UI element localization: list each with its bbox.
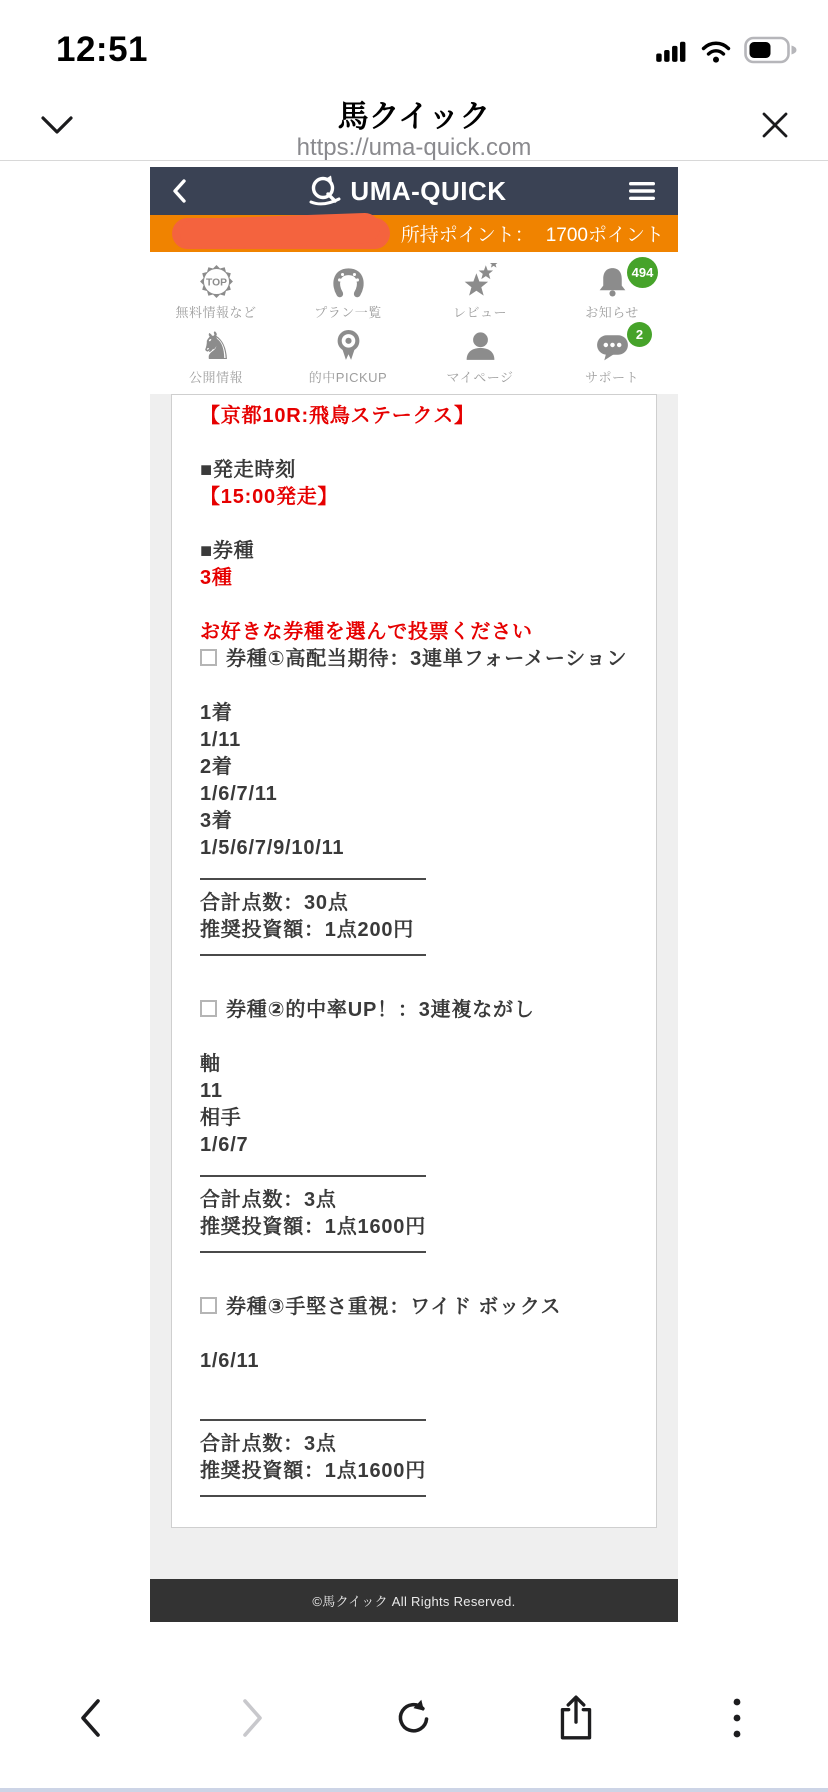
- clock-time: 12:51: [56, 30, 149, 69]
- close-icon[interactable]: [760, 110, 790, 140]
- race-info-card: [171, 394, 657, 1528]
- ticket1-line: 1/5/6/7/9/10/11: [200, 837, 345, 859]
- ticket1-checkbox[interactable]: [200, 649, 217, 666]
- status-indicators: [654, 36, 800, 64]
- site-footer: [150, 1579, 678, 1622]
- copyright-text: ©馬クイック All Rights Reserved.: [312, 1594, 516, 1609]
- nav-item-support[interactable]: [546, 327, 678, 386]
- choose-prompt: お好きな券種を選んで投票ください: [200, 621, 533, 643]
- share-icon[interactable]: [546, 1692, 606, 1744]
- ticket2-line: 11: [200, 1080, 223, 1102]
- ticket3-invest: 推奨投資額：1点1600円: [200, 1460, 427, 1482]
- cellular-signal-icon: [654, 37, 688, 63]
- ticket1-title: 券種①高配当期待：3連単フォーメーション: [226, 648, 628, 670]
- back-button[interactable]: [61, 1692, 121, 1744]
- nav-item-pickup[interactable]: [282, 327, 414, 386]
- divider: [200, 1175, 426, 1177]
- ticket1-line: 1/6/7/11: [200, 783, 278, 805]
- webview: [0, 161, 828, 1648]
- hamburger-menu-icon[interactable]: [628, 181, 656, 201]
- chat-icon: [594, 327, 631, 365]
- start-time-value: 【15:00発走】: [200, 486, 339, 508]
- race-title: 【京都10R:飛鳥ステークス】: [200, 405, 475, 427]
- nav-label: 公開情報: [188, 370, 243, 385]
- ticket-title-row: [200, 1294, 628, 1321]
- divider: [200, 1495, 426, 1497]
- site-header: [150, 167, 678, 215]
- horse-icon: ♞: [198, 324, 234, 368]
- nav-label: サポート: [584, 370, 639, 385]
- ticket1-line: 1/11: [200, 729, 242, 751]
- start-time-heading: ■発走時刻: [200, 459, 297, 481]
- points-label: 所持ポイント：: [400, 225, 534, 246]
- nav-label: 無料情報など: [175, 305, 257, 320]
- stars-icon: [462, 262, 499, 300]
- redacted-username: [172, 218, 390, 249]
- status-time-group: [56, 30, 185, 70]
- nav-label: プラン一覧: [314, 305, 382, 320]
- ticket1-line: 3着: [200, 810, 233, 832]
- back-chevron-icon[interactable]: [172, 179, 186, 203]
- ticket-title-row: [200, 997, 628, 1024]
- ticket2-checkbox[interactable]: [200, 1000, 217, 1017]
- nav-item-mypage[interactable]: [414, 327, 546, 386]
- page-url: https://uma-quick.com: [296, 134, 532, 161]
- brand-text: UMA-QUICK: [350, 175, 507, 206]
- ticket1-line: 1着: [200, 702, 233, 724]
- horseshoe-icon: [330, 262, 367, 300]
- content-background: [150, 394, 678, 1579]
- brand-logo[interactable]: [186, 175, 628, 207]
- ticket2-line: 相手: [200, 1107, 242, 1129]
- ticket2-title: 券種②的中率UP！：3連複ながし: [226, 999, 535, 1021]
- divider: [200, 878, 426, 880]
- wifi-icon: [699, 36, 733, 64]
- nav-item-news[interactable]: [546, 262, 678, 321]
- forward-button[interactable]: [222, 1692, 282, 1744]
- nav-label: マイページ: [446, 370, 514, 385]
- nav-label: 的中PICKUP: [308, 370, 388, 385]
- status-bar: [0, 0, 828, 100]
- ticket-kind-value: 3種: [200, 567, 233, 589]
- browser-toolbar: [0, 1648, 828, 1788]
- points-value: 1700ポイント: [545, 225, 664, 246]
- chevron-down-icon[interactable]: [40, 114, 74, 136]
- nav-label: レビュー: [452, 305, 507, 320]
- site-nav-grid: [150, 252, 678, 394]
- inapp-browser-header: [0, 100, 828, 161]
- nav-item-plans[interactable]: [282, 262, 414, 321]
- ticket-kind-heading: ■券種: [200, 540, 255, 562]
- top-seal-icon: [198, 262, 235, 300]
- site-column: [150, 167, 678, 1622]
- page-title: 馬クイック: [337, 99, 491, 134]
- ticket2-line: 1/6/7: [200, 1134, 249, 1156]
- ticket1-total: 合計点数：30点: [200, 892, 349, 914]
- divider: [200, 1419, 426, 1421]
- divider: [200, 954, 426, 956]
- notification-badge: 494: [627, 257, 658, 288]
- ticket2-line: 軸: [200, 1053, 221, 1075]
- reload-icon[interactable]: [384, 1692, 444, 1744]
- points-bar: [150, 215, 678, 252]
- nav-item-public-info[interactable]: [150, 324, 282, 386]
- bottom-edge-line: [0, 1788, 828, 1792]
- support-badge: 2: [627, 322, 652, 347]
- ticket3-line: 1/6/11: [200, 1350, 260, 1372]
- nav-item-free-info[interactable]: [150, 262, 282, 321]
- ticket-title-row: [200, 646, 628, 673]
- ticket3-checkbox[interactable]: [200, 1297, 217, 1314]
- person-icon: [462, 327, 499, 365]
- medal-icon: [330, 327, 367, 365]
- bell-icon: [594, 262, 631, 300]
- ticket3-title: 券種③手堅さ重視：ワイド ボックス: [226, 1296, 562, 1318]
- ticket1-invest: 推奨投資額：1点200円: [200, 919, 415, 941]
- battery-icon: [744, 36, 800, 64]
- nav-item-reviews[interactable]: [414, 262, 546, 321]
- nav-label: お知らせ: [585, 305, 639, 320]
- ticket1-line: 2着: [200, 756, 233, 778]
- ticket2-total: 合計点数：3点: [200, 1189, 337, 1211]
- divider: [200, 1251, 426, 1253]
- svg-text:TOP: TOP: [205, 276, 227, 288]
- more-options-icon[interactable]: [707, 1692, 767, 1744]
- ticket2-invest: 推奨投資額：1点1600円: [200, 1216, 427, 1238]
- focus-moon-icon: [155, 35, 185, 65]
- ticket3-total: 合計点数：3点: [200, 1433, 337, 1455]
- uma-quick-logo-icon: [307, 175, 343, 207]
